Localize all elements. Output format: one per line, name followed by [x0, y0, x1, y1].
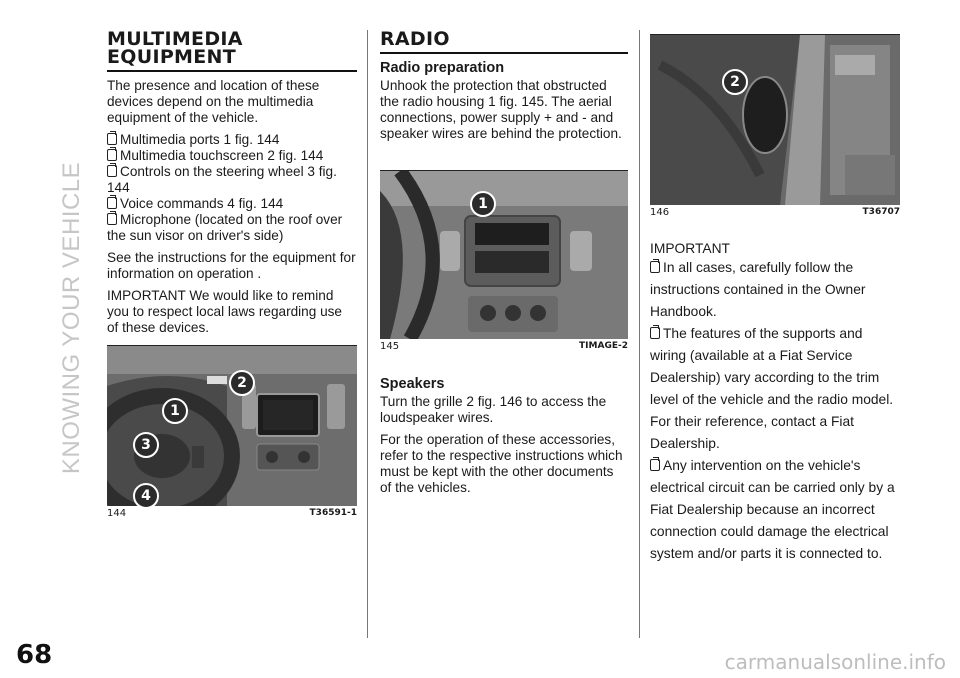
multimedia-heading: MULTIMEDIA EQUIPMENT [107, 30, 357, 72]
figure-code: T36707 [862, 207, 900, 217]
accessories-paragraph: For the operation of these accessories, refer to the respective instructions which must be kept with the other documents of the vehicles. [380, 432, 623, 495]
radio-column [380, 30, 628, 148]
list-item: Controls on the steering wheel 3 fig. 144 [107, 164, 337, 195]
figure-number: 145 [380, 341, 400, 352]
radio-heading: RADIO [380, 30, 628, 54]
checkbox-bullet-icon [107, 197, 117, 209]
important-paragraph: IMPORTANT We would like to remind you to respect local laws regarding use of these devices. [107, 288, 342, 335]
figure-caption [380, 339, 628, 352]
column-divider [367, 30, 368, 638]
list-item: Multimedia ports 1 fig. 144 [107, 132, 357, 148]
multimedia-intro: The presence and location of these devices depend on the multimedia equipment of the vehicle. [107, 78, 320, 125]
figure-caption [650, 205, 900, 218]
list-item: In all cases, carefully follow the instructions contained in the Owner Handbook. [650, 260, 866, 319]
important-section [650, 240, 902, 565]
callout-2: 2 [722, 69, 748, 95]
figure-145 [380, 170, 628, 352]
important-label: IMPORTANT [650, 241, 730, 256]
radio-preparation-heading: Radio preparation [380, 60, 505, 76]
checkbox-bullet-icon [650, 459, 660, 471]
dashboard-photo [107, 346, 357, 506]
figure-code: T36591-1 [309, 508, 357, 518]
speakers-section [380, 376, 628, 502]
checkbox-bullet-icon [107, 133, 117, 145]
instructions-paragraph: See the instructions for the equipment for information on operation . [107, 250, 356, 281]
radio-preparation-paragraph: Unhook the protection that obstructed the radio housing 1 fig. 145. The aerial connections, power supply + and - and speaker wires are behind the protection. [380, 78, 622, 141]
radio-housing-photo [380, 171, 628, 339]
side-section-title: KNOWING YOUR VEHICLE [58, 161, 85, 475]
column-divider [639, 30, 640, 638]
speakers-heading: Speakers [380, 376, 445, 392]
figure-code: TIMAGE-2 [579, 341, 628, 351]
callout-1: 1 [162, 398, 188, 424]
checkbox-bullet-icon [107, 165, 117, 177]
callout-1: 1 [470, 191, 496, 217]
list-item: Voice commands 4 fig. 144 [107, 196, 357, 212]
list-item: Any intervention on the vehicle's electrical circuit can be carried only by a Fiat Dealership because an incorrect connection could damage the electrical system and/or parts it is connected to. [650, 458, 895, 561]
watermark: carmanualsonline.info [724, 650, 946, 674]
multimedia-column [107, 30, 357, 342]
speakers-paragraph: Turn the grille 2 fig. 146 to access the loudspeaker wires. [380, 394, 607, 425]
page-number: 68 [16, 640, 53, 670]
figure-number: 146 [650, 207, 670, 218]
door-speaker-photo [650, 35, 900, 205]
callout-2: 2 [229, 370, 255, 396]
callout-3: 3 [133, 432, 159, 458]
checkbox-bullet-icon [107, 213, 117, 225]
checkbox-bullet-icon [107, 149, 117, 161]
figure-number: 144 [107, 508, 127, 519]
checkbox-bullet-icon [650, 327, 660, 339]
list-item: The features of the supports and wiring (available at a Fiat Service Dealership) vary according to the trim level of the vehicle and the radio model. For their reference, contact a Fiat Dealership. [650, 326, 894, 451]
figure-146 [650, 34, 900, 218]
checkbox-bullet-icon [650, 261, 660, 273]
list-item: Microphone (located on the roof over the sun visor on driver's side) [107, 212, 343, 243]
list-item: Multimedia touchscreen 2 fig. 144 [107, 148, 357, 164]
figure-144 [107, 345, 357, 519]
callout-4: 4 [133, 483, 159, 509]
